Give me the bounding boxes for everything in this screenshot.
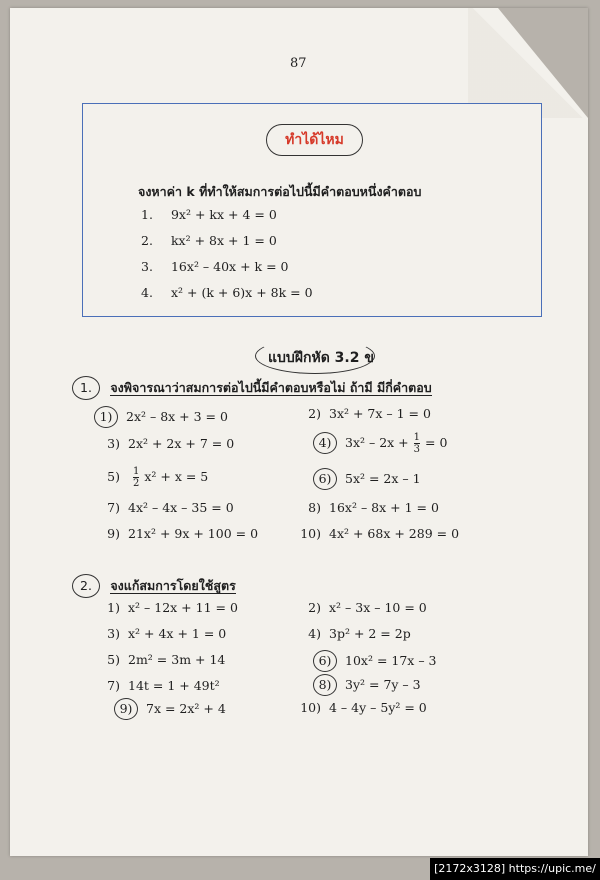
- q2-item: [313, 674, 421, 696]
- item-number: 2.: [141, 233, 153, 248]
- item-equation: x² – 3x – 10 = 0: [329, 600, 427, 615]
- item-number: 3): [107, 626, 120, 641]
- page-fold-corner: [498, 8, 588, 118]
- item-number: 2): [308, 406, 321, 421]
- question-1-heading: [72, 376, 432, 400]
- item-equation: 4x² + 68x + 289 = 0: [329, 526, 460, 541]
- tryit-item: [141, 285, 313, 300]
- item-number: 2): [308, 600, 321, 615]
- item-number: 3): [107, 436, 120, 451]
- q1-item: [94, 406, 228, 428]
- item-equation: 10x² = 17x – 3: [345, 653, 437, 668]
- tryit-item: [141, 259, 288, 274]
- item-equation: kx² + 8x + 1 = 0: [170, 233, 277, 248]
- tryit-instruction: จงหาค่า k ที่ทำให้สมการต่อไปนี้มีคำตอบหนึ่งคำตอบ: [138, 184, 422, 199]
- fraction-numerator: 1: [413, 432, 421, 443]
- item-number: 5): [107, 652, 120, 667]
- q2-item: [94, 652, 225, 667]
- item-number: 1.: [141, 207, 153, 222]
- item-equation: 2x² – 8x + 3 = 0: [126, 409, 228, 424]
- item-number: 8): [308, 500, 321, 515]
- q2-item: [295, 600, 427, 615]
- q1-item: [313, 432, 447, 455]
- item-equation: 2x² + 2x + 7 = 0: [128, 436, 235, 451]
- q2-item: [295, 626, 411, 641]
- q1-item: [94, 526, 258, 541]
- q2-item: [94, 626, 226, 641]
- item-equation: x² – 12x + 11 = 0: [128, 600, 238, 615]
- q1-item: [94, 500, 234, 515]
- item-number: 3.: [141, 259, 153, 274]
- item-equation: x² + 4x + 1 = 0: [128, 626, 227, 641]
- item-number: 4): [308, 626, 321, 641]
- fraction-denominator: 2: [132, 478, 140, 489]
- q1-item: [94, 436, 234, 451]
- item-equation: 4x² – 4x – 35 = 0: [128, 500, 234, 515]
- tryit-item: [141, 233, 277, 248]
- q1-item: [295, 500, 439, 515]
- item-number: 1): [94, 406, 118, 428]
- item-equation-end: = 0: [425, 435, 448, 450]
- q2-item: [94, 600, 238, 615]
- item-equation: 7x = 2x² + 4: [146, 701, 226, 716]
- item-number: 5): [107, 469, 120, 484]
- fraction-denominator: 3: [413, 444, 421, 455]
- question-number: 2.: [72, 574, 100, 598]
- item-equation: 5x² = 2x – 1: [345, 471, 421, 486]
- q2-item: [313, 650, 437, 672]
- tryit-item: [141, 207, 277, 222]
- item-equation: 14t = 1 + 49t²: [128, 678, 220, 693]
- item-number: 7): [107, 500, 120, 515]
- tryit-box: [82, 103, 542, 317]
- tryit-title-badge: [266, 124, 363, 156]
- q1-item: [94, 466, 208, 489]
- q2-item: [295, 700, 427, 715]
- item-equation: 3x² + 7x – 1 = 0: [329, 406, 431, 421]
- q1-item: [295, 406, 431, 421]
- question-number: 1.: [72, 376, 100, 400]
- item-number: 9): [107, 526, 120, 541]
- book-page: [10, 8, 588, 856]
- item-equation: 3p² + 2 = 2p: [329, 626, 411, 641]
- item-number: 9): [114, 698, 138, 720]
- fraction-numerator: 1: [132, 466, 140, 477]
- item-equation: 16x² – 8x + 1 = 0: [329, 500, 439, 515]
- tryit-title: ทำได้ไหม: [285, 132, 344, 148]
- item-equation: 16x² – 40x + k = 0: [170, 259, 289, 274]
- item-equation: 2m² = 3m + 14: [128, 652, 226, 667]
- q1-item: [295, 526, 459, 541]
- fraction: [133, 466, 139, 489]
- item-number: 6): [313, 650, 337, 672]
- item-number: 10): [300, 526, 321, 541]
- question-text: จงพิจารณาว่าสมการต่อไปนี้มีคำตอบหรือไม่ ถ้ามี มีกี่คำตอบ: [110, 380, 432, 395]
- question-text: จงแก้สมการโดยใช้สูตร: [110, 578, 236, 593]
- item-equation: 9x² + kx + 4 = 0: [170, 207, 277, 222]
- item-number: 8): [313, 674, 337, 696]
- item-equation: 3y² = 7y – 3: [345, 677, 421, 692]
- page-number: 87: [290, 56, 307, 71]
- item-equation: x² + (k + 6)x + 8k = 0: [170, 285, 313, 300]
- item-equation: 3x² – 2x +: [345, 435, 409, 450]
- image-watermark: [2172x3128] https://upic.me/: [430, 858, 600, 880]
- item-number: 1): [107, 600, 120, 615]
- q2-item: [94, 678, 220, 693]
- question-2-heading: [72, 574, 236, 598]
- item-number: 10): [300, 700, 321, 715]
- fraction: [414, 432, 420, 455]
- q1-item: [313, 468, 421, 490]
- item-number: 6): [313, 468, 337, 490]
- item-equation: 4 – 4y – 5y² = 0: [329, 700, 427, 715]
- exercise-title: แบบฝึกหัด 3.2 ข: [268, 350, 374, 366]
- item-equation: x² + x = 5: [144, 469, 209, 484]
- item-equation: 21x² + 9x + 100 = 0: [128, 526, 259, 541]
- item-number: 7): [107, 678, 120, 693]
- item-number: 4.: [141, 285, 153, 300]
- item-number: 4): [313, 432, 337, 454]
- q2-item: [114, 698, 226, 720]
